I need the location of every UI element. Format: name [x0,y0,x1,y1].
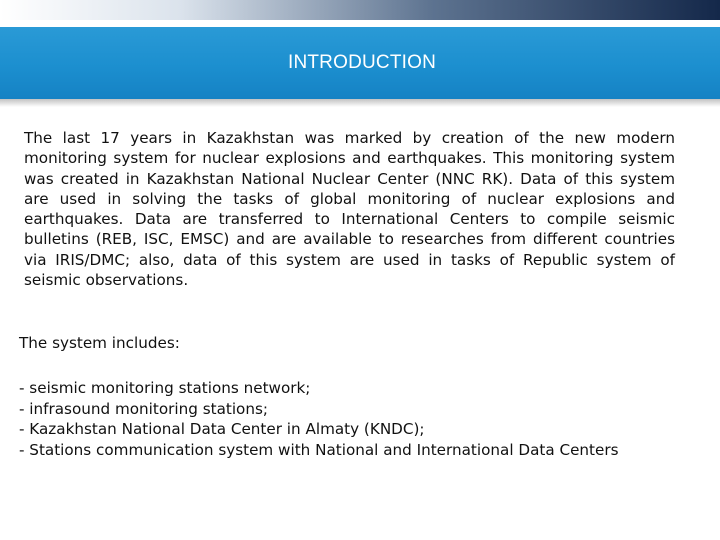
header-gradient-band [0,0,720,20]
includes-list [19,378,619,460]
includes-heading: The system includes: [19,334,180,352]
list-item: - Kazakhstan National Data Center in Almaty (KNDC); [19,420,425,438]
title-bar-shadow [0,99,720,107]
list-item: - Stations communication system with National and International Data Centers [19,440,619,459]
list-item: - seismic monitoring stations network; [19,379,311,397]
list-item: - infrasound monitoring stations; [19,399,269,418]
intro-paragraph: The last 17 years in Kazakhstan was marked by creation of the new modern monitoring system for nuclear explosions and earthquakes. This monitoring system was created in Kazakhstan National Nuclear Center (NNC RK). Data of this system are used in solving the tasks of global monitoring of nuclear explosions and earthquakes. Data are transferred to International Centers to compile seismic bulletins (REB, ISC, EMSC) and are available to researches from different countries via IRIS/DMC; also, data of this system are used in tasks of Republic system of seismic observations. [24,129,675,290]
slide-title: INTRODUCTION [287,52,437,73]
